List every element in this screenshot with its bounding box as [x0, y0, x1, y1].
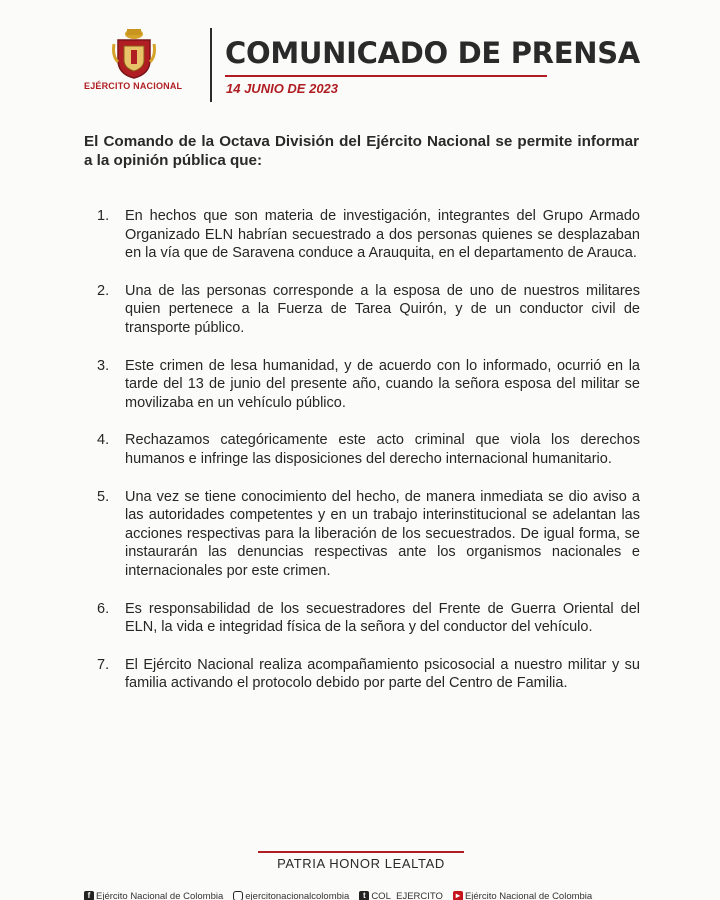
statement-item: [97, 431, 640, 468]
statement-list: [97, 207, 640, 712]
intro-paragraph: El Comando de la Octava División del Ejército Nacional se permite informar a la opinión pública que:: [84, 133, 639, 169]
organization-label: EJÉRCITO NACIONAL: [84, 81, 183, 91]
item-number: 1.: [97, 208, 110, 224]
item-number: 7.: [97, 656, 110, 673]
item-text: Este crimen de lesa humanidad, y de acuerdo con lo informado, ocurrió en la tarde del 13 de junio del presente año, cuando la señora esposa del militar se movilizaba en un vehículo público.: [125, 357, 640, 411]
item-number: 6.: [97, 600, 110, 617]
item-text: Rechazamos categóricamente este acto criminal que viola los derechos humanos e infringe las disposiciones del derecho internacional humanitario.: [125, 432, 640, 467]
twitter-label: COL_EJERCITO: [371, 890, 443, 900]
motto-rule: [258, 851, 464, 853]
item-text: Es responsabilidad de los secuestradores del Frente de Guerra Oriental del ELN, la vida e integridad física de la señora y del conductor del vehículo.: [125, 600, 640, 636]
twitter-link[interactable]: [359, 890, 443, 900]
instagram-label: ejercitonacionalcolombia: [245, 890, 350, 900]
instagram-icon: [233, 891, 243, 900]
instagram-link[interactable]: [233, 890, 349, 900]
social-footer: [84, 890, 720, 900]
statement-item: [97, 656, 640, 693]
army-crest-icon: [112, 26, 156, 80]
item-number: 4.: [97, 432, 110, 449]
youtube-icon: ▸: [453, 891, 463, 900]
document-title: COMUNICADO DE PRENSA: [225, 36, 640, 70]
facebook-link[interactable]: [84, 890, 223, 900]
item-number: 5.: [97, 488, 110, 505]
statement-item: [97, 488, 640, 581]
item-number: 3.: [97, 357, 110, 374]
item-number: 2.: [97, 282, 110, 299]
statement-item: [97, 282, 640, 338]
document-header: [0, 0, 720, 110]
document-date: 14 JUNIO DE 2023: [226, 81, 339, 96]
item-text: Una de las personas corresponde a la esposa de uno de nuestros militares quien pertenece a la Fuerza de Tarea Quirón, y de un conductor civil de transporte público.: [125, 282, 640, 336]
statement-item: [97, 207, 640, 263]
item-text: Una vez se tiene conocimiento del hecho, de manera inmediata se dio aviso a las autoridades competentes y en un trabajo interinstitucional se adelantan las acciones respectivas para la liberación de los secuestrados. De igual forma, se instaurarán las denuncias respectivas ante los organismos nacionales e internacionales por este crimen.: [125, 488, 640, 579]
item-text: En hechos que son materia de investigación, integrantes del Grupo Armado Organizado ELN habrían secuestrado a dos personas quienes se desplazaban en la vía que de Saravena conduce a Arauquita, en el departamento de Arauca.: [125, 208, 640, 262]
twitter-icon: t: [359, 891, 369, 900]
statement-item: [97, 600, 640, 637]
title-underline: [225, 75, 547, 77]
facebook-label: Ejército Nacional de Colombia: [96, 890, 224, 900]
youtube-label: Ejército Nacional de Colombia: [464, 890, 593, 900]
motto: PATRIA HONOR LEALTAD: [277, 856, 445, 871]
youtube-link[interactable]: [453, 890, 592, 900]
statement-item: [97, 357, 640, 413]
facebook-icon: f: [84, 891, 94, 900]
item-text: El Ejército Nacional realiza acompañamiento psicosocial a nuestro militar y su familia activando el protocolo debido por parte del Centro de Familia.: [125, 656, 640, 692]
header-divider: [210, 28, 212, 102]
